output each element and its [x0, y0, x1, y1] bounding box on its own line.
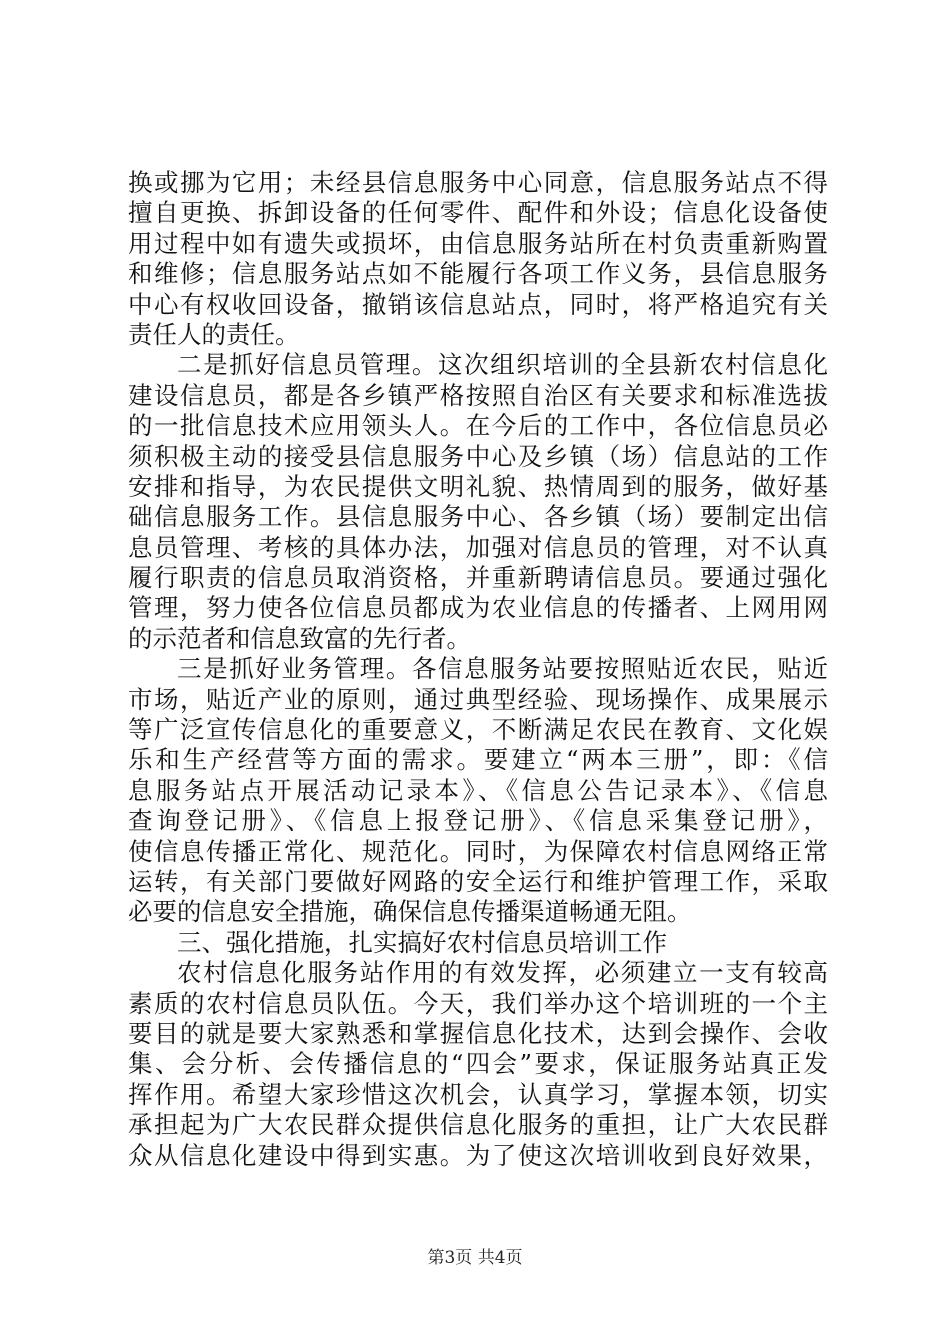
text-line: 的一批信息技术应用领头人。在今后的工作中，各位信息员必	[128, 411, 828, 441]
paragraph-start-line: 农村信息化服务站作用的有效发挥，必须建立一支有较高	[177, 958, 828, 988]
text-line: 的示范者和信息致富的先行者。	[128, 623, 471, 653]
section-heading: 三、强化措施，扎实搞好农村信息员培训工作	[177, 927, 667, 957]
text-line: 用过程中如有遗失或损坏，由信息服务站所在村负责重新购置	[128, 228, 828, 258]
body-text	[128, 168, 828, 1171]
text-line: 市场，贴近产业的原则，通过典型经验、现场操作、成果展示	[128, 684, 828, 714]
text-line: 必要的信息安全措施，确保信息传播渠道畅通无阻。	[128, 897, 692, 927]
text-line: 承担起为广大农民群众提供信息化服务的重担，让广大农民群	[128, 1110, 828, 1140]
text-line: 集、会分析、会传播信息的“四会”要求，保证服务站真正发	[128, 1049, 828, 1079]
text-line: 乐和生产经营等方面的需求。要建立“两本三册”，即：《信	[128, 745, 828, 775]
text-line: 使信息传播正常化、规范化。同时，为保障农村信息网络正常	[128, 836, 828, 866]
text-line: 查询登记册》、《信息上报登记册》、《信息采集登记册》，	[128, 806, 828, 836]
text-line: 换或挪为它用；未经县信息服务中心同意，信息服务站点不得	[128, 168, 828, 197]
text-line: 挥作用。希望大家珍惜这次机会，认真学习，掌握本领，切实	[128, 1079, 828, 1109]
page-footer: 第3页 共4页	[427, 1248, 523, 1268]
text-line: 履行职责的信息员取消资格，并重新聘请信息员。要通过强化	[128, 563, 828, 593]
text-line: 运转，有关部门要做好网路的安全运行和维护管理工作，采取	[128, 866, 828, 896]
text-line: 众从信息化建设中得到实惠。为了使这次培训收到良好效果，	[128, 1140, 828, 1170]
text-line: 责任人的责任。	[128, 319, 300, 349]
text-line: 要目的就是要大家熟悉和掌握信息化技术，达到会操作、会收	[128, 1018, 828, 1048]
paragraph-start-line: 二是抓好信息员管理。这次组织培训的全县新农村信息化	[177, 350, 828, 380]
text-line: 等广泛宣传信息化的重要意义，不断满足农民在教育、文化娱	[128, 715, 828, 745]
text-line: 和维修；信息服务站点如不能履行各项工作义务，县信息服务	[128, 259, 828, 289]
text-line: 擅自更换、拆卸设备的任何零件、配件和外设；信息化设备使	[128, 198, 828, 228]
text-line: 安排和指导，为农民提供文明礼貌、热情周到的服务，做好基	[128, 471, 828, 501]
text-line: 须积极主动的接受县信息服务中心及乡镇（场）信息站的工作	[128, 441, 828, 471]
text-line: 息员管理、考核的具体办法，加强对信息员的管理，对不认真	[128, 532, 828, 562]
text-line: 础信息服务工作。县信息服务中心、各乡镇（场）要制定出信	[128, 502, 828, 532]
paragraph-start-line: 三是抓好业务管理。各信息服务站要按照贴近农民，贴近	[177, 654, 828, 684]
text-line: 中心有权收回设备，撤销该信息站点，同时，将严格追究有关	[128, 289, 828, 319]
text-line: 素质的农村信息员队伍。今天，我们举办这个培训班的一个主	[128, 988, 828, 1018]
text-line: 管理，努力使各位信息员都成为农业信息的传播者、上网用网	[128, 593, 828, 623]
text-line: 息服务站点开展活动记录本》、《信息公告记录本》、《信息	[128, 775, 828, 805]
text-line: 建设信息员，都是各乡镇严格按照自治区有关要求和标准选拔	[128, 380, 828, 410]
